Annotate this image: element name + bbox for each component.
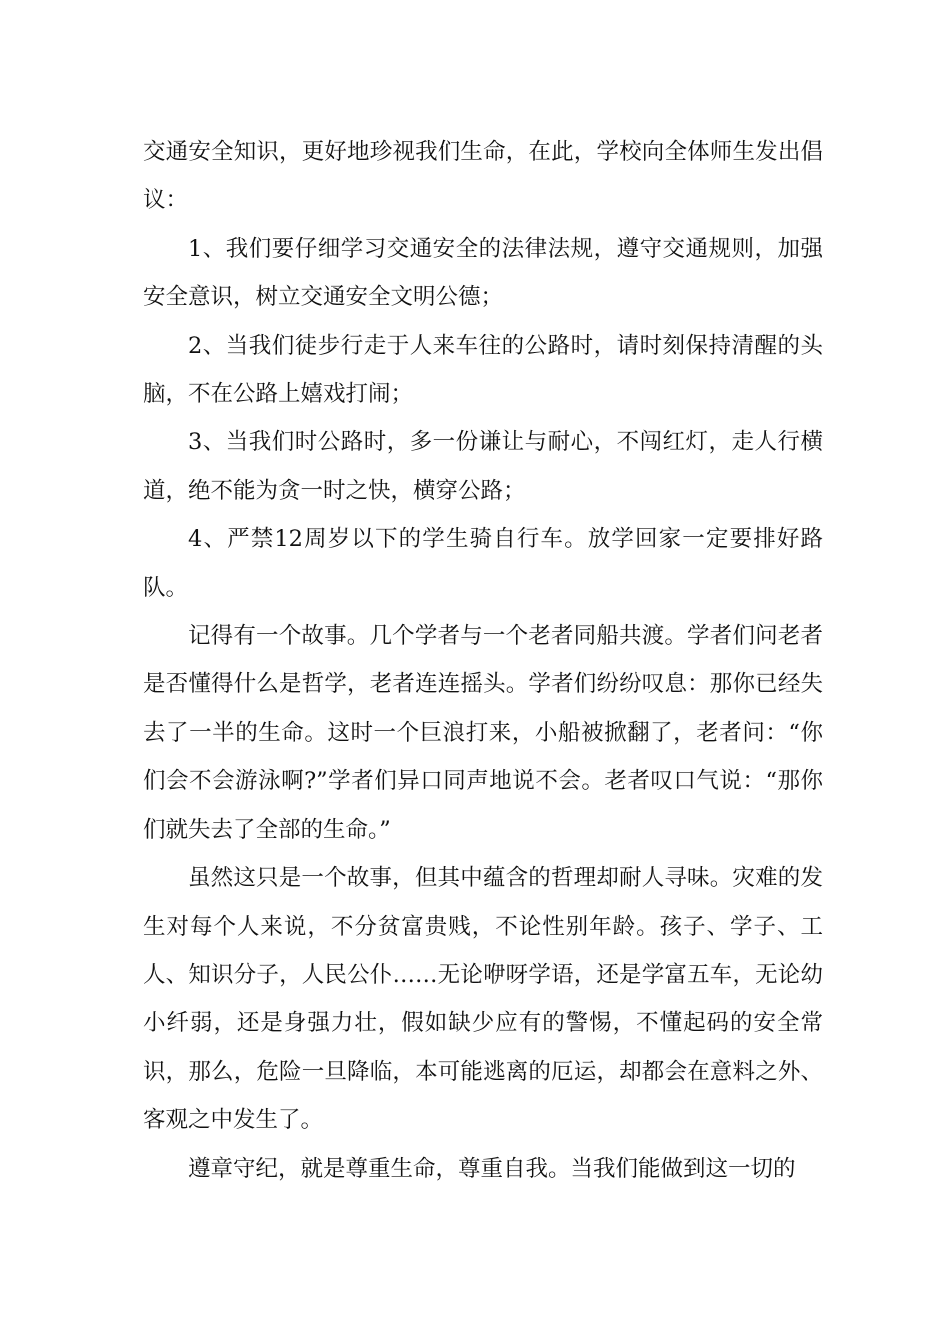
document-body — [143, 128, 823, 1193]
paragraph-item-3: 3、当我们时公路时，多一份谦让与耐心，不闯红灯，走人行横道，绝不能为贪一时之快，横穿公路； — [143, 429, 823, 504]
paragraph-item-2: 2、当我们徒步行走于人来车往的公路时，请时刻保持清醒的头脑，不在公路上嬉戏打闹； — [143, 332, 823, 408]
paragraph-reflection: 虽然这只是一个故事，但其中蕴含的哲理却耐人寻味。灾难的发生对每个人来说，不分贫富贵贱，不论性别年龄。孩子、学子、工人、知识分子，人民公仆……无论咿呀学语，还是学富五车，无论幼小纤弱，还是身强力壮，假如缺少应有的警惕，不懂起码的安全常识，那么，危险一旦降临，本可能逃离的厄运，却都会在意料之外、客观之中发生了。 — [143, 865, 823, 1134]
paragraph-intro-continued: 交通安全知识，更好地珍视我们生命，在此，学校向全体师生发出倡议： — [143, 139, 823, 214]
paragraph-story: 记得有一个故事。几个学者与一个老者同船共渡。学者们问老者是否懂得什么是哲学，老者连连摇头。学者们纷纷叹息：那你已经失去了一半的生命。这时一个巨浪打来，小船被掀翻了，老者问：“你们会不会游泳啊?”学者们异口同声地说不会。老者叹口气说：“那你们就失去了全部的生命。” — [143, 623, 823, 843]
paragraph-item-4: 4、严禁12周岁以下的学生骑自行车。放学回家一定要排好路队。 — [143, 526, 823, 601]
paragraph-item-1: 1、我们要仔细学习交通安全的法律法规，遵守交通规则，加强安全意识，树立交通安全文明公德； — [143, 235, 823, 311]
paragraph-closing: 遵章守纪，就是尊重生命，尊重自我。当我们能做到这一切的 — [188, 1155, 796, 1182]
